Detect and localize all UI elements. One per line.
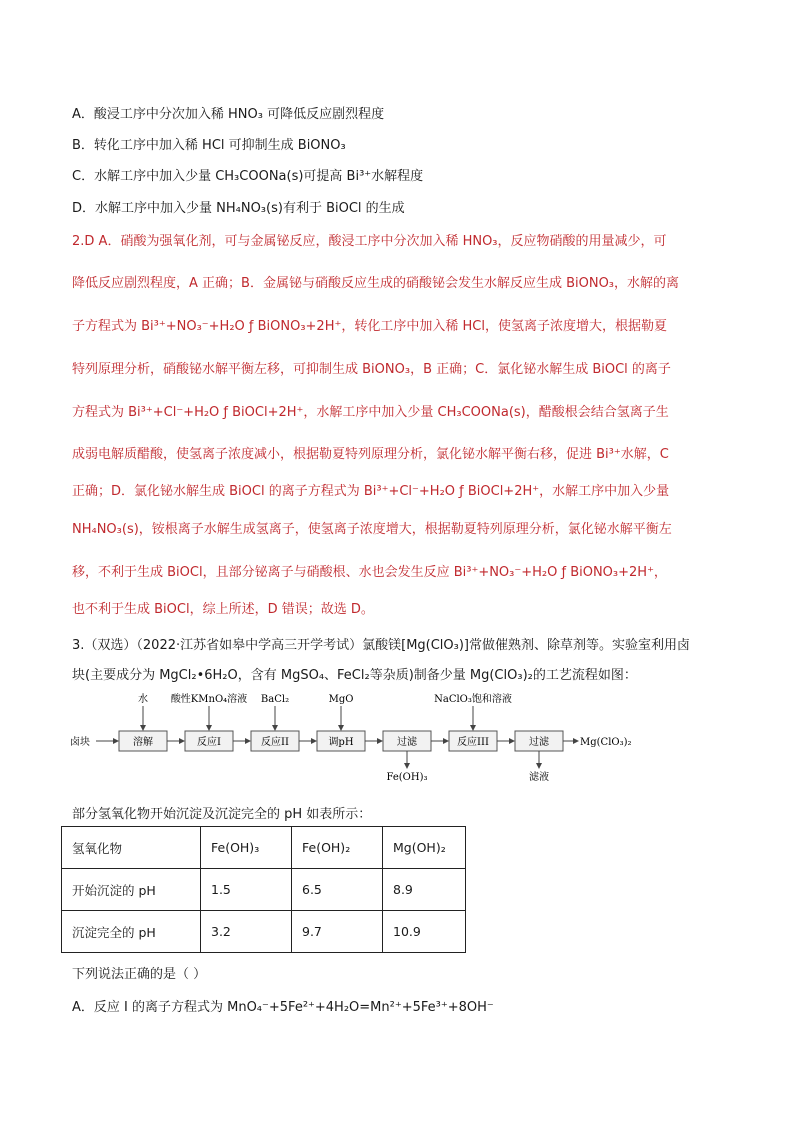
table-cell: 8.9: [383, 869, 466, 911]
answer-line: 方程式为 Bi³⁺+Cl⁻+H₂O ƒ BiOCl+2H⁺，水解工序中加入少量 CH₃COONa(s)，醋酸根会结合氢离子生: [72, 405, 669, 420]
answer-line: 也不利于生成 BiOCl，综上所述，D 错误；故选 D。: [72, 602, 374, 617]
table-cell: 沉淀完全的 pH: [62, 911, 201, 953]
answer-line: 子方程式为 Bi³⁺+NO₃⁻+H₂O ƒ BiONO₃+2H⁺，转化工序中加入稀 HCl，使氢离子浓度增大，根据勒夏: [72, 319, 667, 334]
table-intro: 部分氢氧化物开始沉淀及沉淀完全的 pH 如表所示：: [72, 807, 372, 822]
question3-line2: 块(主要成分为 MgCl₂•6H₂O，含有 MgSO₄、FeCl₂等杂质)制备少量 Mg(ClO₃)₂的工艺流程如图：: [72, 668, 637, 683]
input-kmno4: 酸性KMnO₄溶液: [170, 694, 248, 705]
question-stem: 下列说法正确的是（ ）: [72, 967, 207, 982]
flow-product-label: Mg(ClO₃)₂: [580, 737, 632, 748]
flow-box-adjust-ph: 调pH: [328, 737, 354, 748]
answer-line: 降低反应剧烈程度，A 正确；B．金属铋与硝酸反应生成的硝酸铋会发生水解反应生成 BiONO₃，水解的离: [72, 276, 680, 291]
answer-line: NH₄NO₃(s)，铵根离子水解生成氢离子，使氢离子浓度增大，根据勒夏特列原理分析，氯化铋水解平衡左: [72, 522, 672, 537]
flow-box-filter1: 过滤: [397, 737, 417, 748]
option-d: D．水解工序中加入少量 NH₄NO₃(s)有利于 BiOCl 的生成: [72, 201, 405, 216]
input-bacl2: BaCl₂: [260, 694, 290, 705]
input-naclo3: NaClO₃饱和溶液: [434, 694, 512, 705]
option-b: B．转化工序中加入稀 HCl 可抑制生成 BiONO₃: [72, 138, 346, 153]
output-filtrate: 滤液: [529, 772, 549, 783]
answer-line: 成弱电解质醋酸，使氢离子浓度减小，根据勒夏特列原理分析，氯化铋水解平衡右移，促进 Bi³⁺水解，C: [72, 447, 669, 462]
flow-start-label: 卤块: [70, 737, 90, 748]
answer-line: 2.D A．硝酸为强氧化剂，可与金属铋反应，酸浸工序中分次加入稀 HNO₃，反应物硝酸的用量减少，可: [72, 234, 667, 249]
table-cell: 10.9: [383, 911, 466, 953]
flow-box-filter2: 过滤: [529, 737, 549, 748]
input-mgo: MgO: [328, 694, 354, 705]
question3-line1: 3.（双选）（2022·江苏省如皋中学高三开学考试）氯酸镁[Mg(ClO₃)]常做催熟剂、除草剂等。实验室利用卤: [72, 638, 691, 653]
table-header-cell: Fe(OH)₃: [201, 827, 292, 869]
option-c: C．水解工序中加入少量 CH₃COONa(s)可提高 Bi³⁺水解程度: [72, 169, 424, 184]
answer-line: 正确；D．氯化铋水解生成 BiOCl 的离子方程式为 Bi³⁺+Cl⁻+H₂O ƒ BiOCl+2H⁺，水解工序中加入少量: [72, 484, 670, 499]
flow-box-reaction1: 反应I: [197, 737, 221, 748]
table-cell: 9.7: [292, 911, 383, 953]
flow-box-reaction3: 反应III: [457, 737, 489, 748]
process-flow-diagram: [70, 692, 650, 788]
table-header-row: [62, 827, 466, 869]
table-header-cell: Mg(OH)₂: [383, 827, 466, 869]
answer-line: 特列原理分析，硝酸铋水解平衡左移，可抑制生成 BiONO₃，B 正确；C．氯化铋水解生成 BiOCl 的离子: [72, 362, 671, 377]
output-fe-oh3: Fe(OH)₃: [386, 772, 428, 783]
option-a-q3: A．反应 I 的离子方程式为 MnO₄⁻+5Fe²⁺+4H₂O=Mn²⁺+5Fe³⁺+8OH⁻: [72, 1000, 494, 1015]
input-water: 水: [138, 694, 148, 705]
table-header-cell: 氢氧化物: [62, 827, 201, 869]
table-cell: 开始沉淀的 pH: [62, 869, 201, 911]
answer-line: 移，不利于生成 BiOCl，且部分铋离子与硝酸根、水也会发生反应 Bi³⁺+NO₃⁻+H₂O ƒ BiONO₃+2H⁺，: [72, 565, 667, 580]
table-cell: 3.2: [201, 911, 292, 953]
option-a: A．酸浸工序中分次加入稀 HNO₃ 可降低反应剧烈程度: [72, 107, 385, 122]
table-row: [62, 869, 466, 911]
flow-box-dissolve: 溶解: [133, 737, 153, 748]
table-cell: 6.5: [292, 869, 383, 911]
hydroxide-ph-table: [61, 826, 466, 953]
table-cell: 1.5: [201, 869, 292, 911]
table-header-cell: Fe(OH)₂: [292, 827, 383, 869]
flow-box-reaction2: 反应II: [261, 737, 289, 748]
table-row: [62, 911, 466, 953]
